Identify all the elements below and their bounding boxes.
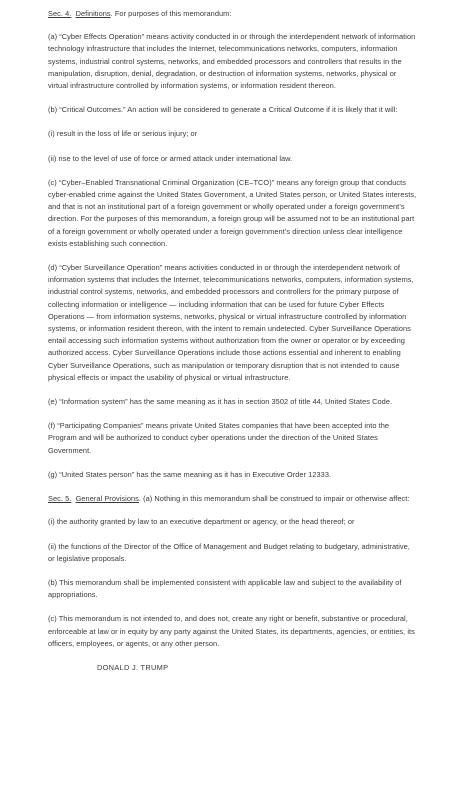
provision-a-i: (i) the authority granted by law to an executive department or agency, or the head thereof; or bbox=[48, 517, 355, 527]
provision-b: (b) This memorandum shall be implemented consistent with applicable law and subject to the availability of appropriations. bbox=[48, 577, 402, 600]
sec4-heading bbox=[48, 8, 418, 20]
definition-a: (a) “Cyber Effects Operation” means activity conducted in or through the interdependent network of information technology infrastructure that includes the Internet, telecommunications networks, computers, information systems, industrial control systems, networks, and embedded processors and controllers that results in the manipulation, disruption, denial, degradation, or destruction of information systems, networks, physical or virtual infrastructure controlled by information systems, or information resident thereon. bbox=[48, 32, 416, 91]
definition-b-ii: (ii) rise to the level of use of force or armed attack under international law. bbox=[48, 153, 293, 163]
definition-b-i: (i) result in the loss of life or serious injury; or bbox=[48, 129, 198, 139]
signature: DONALD J. TRUMP bbox=[97, 662, 169, 672]
sec5-heading bbox=[48, 493, 418, 505]
definition-d: (d) “Cyber Surveillance Operation” means activities conducted in or through the interdependent network of information systems that includes the Internet, telecommunications networks, computers, information systems, industrial control systems, networks, and embedded processors and controllers for the primary purpose of collecting information or intelligence — including information that can be used for future Cyber Effects Operations — from information systems, networks, physical or virtual infrastructure controlled by information systems, or information resident thereon, with the intent to remain undetected. Cyber Surveillance Operations entail accessing such information systems without authorization from the owner or operator or by exceeding authorized access. Cyber Surveillance Operations include those actions essential and inherent to enabling Cyber Surveillance Operations, such as manipulation or temporary disruption that is not intended to cause physical effects or impact the usability of physical or virtual infrastructure. bbox=[48, 263, 414, 382]
definition-e: (e) “Information system” has the same meaning as it has in section 3502 of title 44, United States Code. bbox=[48, 397, 393, 407]
provision-c: (c) This memorandum is not intended to, and does not, create any right or benefit, substantive or procedural, enforceable at law or in equity by any party against the United States, its departments, agencies, or entities, its officers, employees, or agents, or any other person. bbox=[48, 614, 415, 648]
sec5-label: Sec. 5. bbox=[48, 494, 72, 504]
sec5-intro: . (a) Nothing in this memorandum shall be construed to impair or otherwise affect: bbox=[138, 494, 410, 504]
sec4-intro: . For purposes of this memorandum: bbox=[110, 9, 232, 18]
sec5-title: General Provisions bbox=[75, 494, 139, 504]
definition-b: (b) “Critical Outcomes.” An action will be considered to generate a Critical Outcome if it is likely that it will: bbox=[48, 105, 398, 115]
definition-f: (f) “Participating Companies” means private United States companies that have been accepted into the Program and will be authorized to conduct cyber operations under the direction of the United States Government. bbox=[48, 421, 390, 455]
definition-c: (c) “Cyber–Enabled Transnational Criminal Organization (CE–TCO)” means any foreign group that conducts cyber-enabled crime against the United States Government, a United States person, or United States interests, and that is not an institutional part of a foreign government or wholly operated under a foreign government’s direction. For the purposes of this memorandum, a foreign group will be assumed not to be an institutional part of a foreign government or wholly operated under a foreign government’s direction unless clear intelligence exists establishing such connection. bbox=[48, 177, 417, 248]
definition-g: (g) “United States person” has the same meaning as it has in Executive Order 12333. bbox=[48, 469, 332, 479]
provision-a-ii: (ii) the functions of the Director of the Office of Management and Budget relating to budgetary, administrative, or legislative proposals. bbox=[48, 541, 410, 563]
sec4-title: Definitions bbox=[75, 9, 111, 18]
sec4-label: Sec. 4. bbox=[48, 9, 72, 18]
